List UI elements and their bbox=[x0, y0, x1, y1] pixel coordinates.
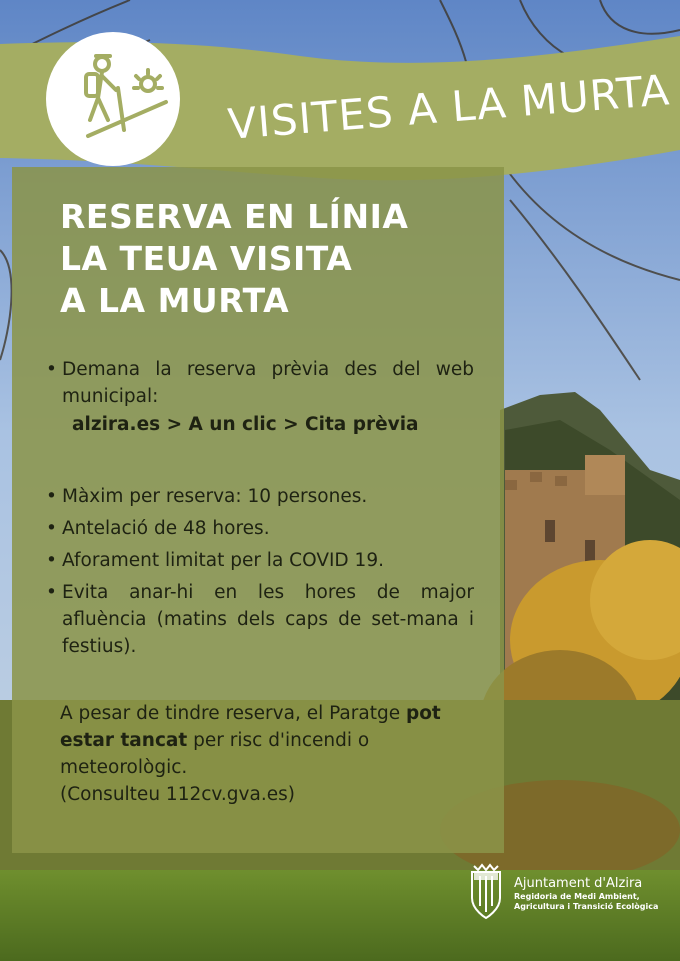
rules-list bbox=[46, 483, 474, 665]
footer-logo bbox=[462, 862, 672, 932]
intro-text: Demana la reserva prèvia des del web municipal: bbox=[62, 359, 474, 407]
bullet: • bbox=[46, 486, 57, 507]
banner-title: VISITES A LA MURTA bbox=[226, 65, 672, 149]
warning-text-before: A pesar de tindre reserva, el Paratge bbox=[60, 703, 401, 724]
bullet: • bbox=[46, 550, 57, 571]
headline-line-2: LA TEUA VISITA bbox=[60, 239, 353, 278]
headline-line-3: A LA MURTA bbox=[60, 281, 290, 320]
list-item bbox=[46, 515, 474, 542]
warning-text-after: per risc d'incendi o meteorològic. bbox=[60, 730, 370, 778]
closure-warning bbox=[60, 700, 480, 808]
bullet: • bbox=[46, 582, 57, 603]
department-line-2: Agricultura i Transició Ecològica bbox=[514, 902, 659, 911]
rule-text: Evita anar-hi en les hores de major afluència (matins dels caps de set-mana i festius). bbox=[62, 582, 474, 657]
rule-text: Aforament limitat per la COVID 19. bbox=[62, 550, 384, 571]
list-item bbox=[46, 579, 474, 660]
hiker-logo bbox=[46, 32, 180, 166]
rule-text: Antelació de 48 hores. bbox=[62, 518, 270, 539]
bullet: • bbox=[46, 518, 57, 539]
list-item bbox=[46, 547, 474, 574]
headline bbox=[60, 196, 490, 322]
list-item bbox=[46, 483, 474, 510]
headline-line-1: RESERVA EN LÍNIA bbox=[60, 197, 409, 236]
org-name: Ajuntament d'Alzira bbox=[514, 876, 643, 891]
department bbox=[514, 892, 658, 912]
warning-text-bold: pot estar tancat bbox=[60, 703, 441, 751]
bullet: • bbox=[46, 359, 57, 380]
booking-path: alzira.es > A un clic > Cita prèvia bbox=[72, 414, 419, 435]
hiker-on-slope-with-sun-icon bbox=[46, 32, 180, 166]
consult-link: (Consulteu 112cv.gva.es) bbox=[60, 784, 295, 805]
intro-item bbox=[46, 356, 474, 410]
department-line-1: Regidoria de Medi Ambient, bbox=[514, 892, 640, 901]
alzira-crest-icon bbox=[462, 862, 510, 924]
rule-text: Màxim per reserva: 10 persones. bbox=[62, 486, 368, 507]
intro-section bbox=[46, 356, 474, 438]
